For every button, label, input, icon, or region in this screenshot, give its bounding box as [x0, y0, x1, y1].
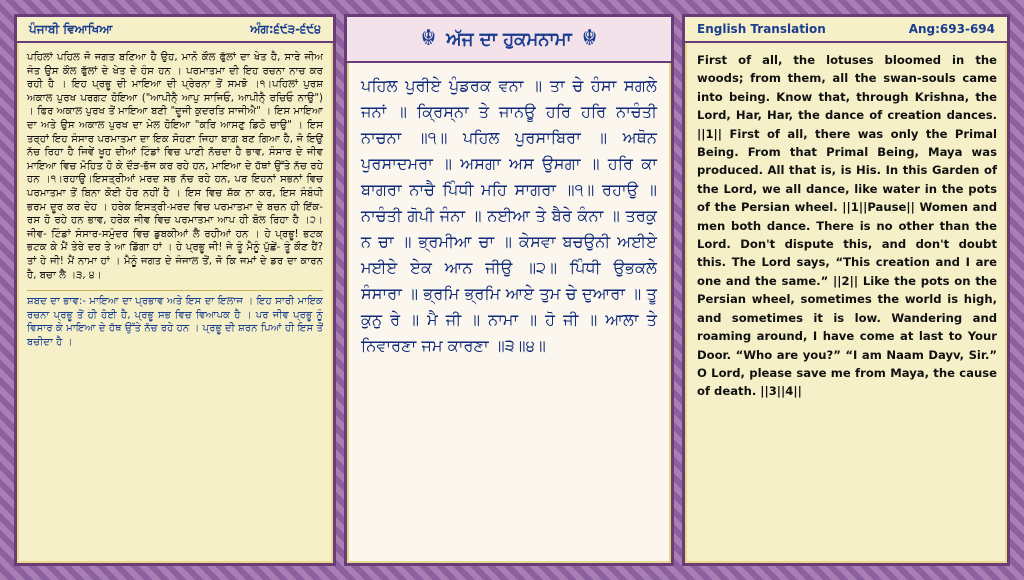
- hukamnama-title: ਅੱਜ ਦਾ ਹੁਕਮਨਾਮਾ: [446, 28, 572, 50]
- khanda-icon: ☬: [581, 26, 598, 51]
- gurbani-text: ਪਹਿਲ ਪੁਰੀਏ ਪੁੰਡਰਕ ਵਨਾ ॥ ਤਾ ਚੇ ਹੰਸਾ ਸਗਲੇ ਜਨਾਂ ॥ ਕ੍ਰਿਸ੍ਨਾ ਤੇ ਜਾਨਊ ਹਰਿ ਹਰਿ ਨਾਚੰਤੀ ਨਾਚਨਾ ॥੧॥ ਪਹਿਲ ਪੁਰਸਾਬਿਰਾ ॥ ਅਥੋਨ ਪੁਰਸਾਦਮਰਾ ॥ ਅਸਗਾ ਅਸ ਉਸਗਾ ॥ ਹਰਿ ਕਾ ਬਾਗਰਾ ਨਾਚੈ ਪਿੰਧੀ ਮਹਿ ਸਾਗਰਾ ॥੧॥ ਰਹਾਉ ॥ ਨਾਚੰਤੀ ਗੋਪੀ ਜੰਨਾ ॥ ਨਈਆ ਤੇ ਬੈਰੇ ਕੰਨਾ ॥ ਤਰਕੁ ਨ ਚਾ ॥ ਭ੍ਰਮੀਆ ਚਾ ॥ ਕੇਸਵਾ ਬਚਉਨੀ ਅਈਏ ਮਈਏ ਏਕ ਆਨ ਜੀਉ ॥੨॥ ਪਿੰਧੀ ਉਭਕਲੇ ਸੰਸਾਰਾ ॥ ਭ੍ਰਮਿ ਭ੍ਰਮਿ ਆਏ ਤੁਮ ਚੇ ਦੁਆਰਾ ॥ ਤੂ ਕੁਨੁ ਰੇ ॥ ਮੈ ਜੀ ॥ ਨਾਮਾ ॥ ਹੋ ਜੀ ॥ ਆਲਾ ਤੇ ਨਿਵਾਰਣਾ ਜਮ ਕਾਰਣਾ ॥੩॥੪॥: [361, 76, 657, 355]
- translation-text: First of all, the lotuses bloomed in the woods; from them, all the swan-souls came into being. Know that, through Krishna, the Lord, Har, Har, the dance of creation dances. ||1|| First of all, there was only the Primal Being. From that Primal Being, Maya was produced. All that is, is His. In this Garden of the Lord, we all dance, like water in the pots of the Persian wheel. ||1||Pause|| Women and men both dance. There is no other than the Lord. Don't dispute this, and don't doubt this. The Lord says, “This creation and I are one and the same.” ||2|| Like the pots on the Persian wheel, sometimes the world is high, and sometimes it is low. Wandering and roaming around, I have come at last to Your Door. “Who are you?” “I am Naam Dayv, Sir.” O Lord, please save me from Maya, the cause of death. ||3||4||: [697, 53, 997, 399]
- shabad-meaning: ਸ਼ਬਦ ਦਾ ਭਾਵ:- ਮਾਇਆ ਦਾ ਪ੍ਰਭਾਵ ਅਤੇ ਇਸ ਦਾ ਇਲਾਜ । ਇਹ ਸਾਰੀ ਮਾਇਕ ਰਚਨਾ ਪ੍ਰਭੂ ਤੋਂ ਹੀ ਹੋਈ ਹੈ, ਪ੍ਰਭੂ ਸਭ ਵਿਚ ਵਿਆਪਕ ਹੈ । ਪਰ ਜੀਵ ਪ੍ਰਭੂ ਨੂੰ ਵਿਸਾਰ ਕੇ ਮਾਇਆ ਦੇ ਹੱਥ ਉੱਤੇ ਨੱਚ ਰਹੇ ਹਨ । ਪ੍ਰਭੂ ਦੀ ਸ਼ਰਨ ਪਿਆਂ ਹੀ ਇਸ ਤੋਂ ਬਚੀਦਾ ਹੈ ।: [27, 290, 323, 349]
- english-translation-panel: [682, 14, 1010, 566]
- khanda-icon: ☬: [420, 26, 437, 51]
- hukamnama-header: [347, 17, 671, 63]
- hukamnama-panel: [344, 14, 674, 566]
- page-reference: ਅੰਗ:੬੯੩-੬੯੪: [250, 21, 321, 36]
- panel-header: [685, 17, 1007, 43]
- panel-header: [17, 17, 333, 43]
- explanation-text: ਪਹਿਲਾਂ ਪਹਿਲ ਜੋ ਜਗਤ ਬਣਿਆ ਹੈ ਉਹ, ਮਾਨੋ ਕੌਲ ਫੁੱਲਾਂ ਦਾ ਖੇਤ ਹੈ, ਸਾਰੇ ਜੀਅ ਜੰਤ ਉਸ ਕੌਲ ਫੁੱਲਾਂ ਦੇ ਖੇਤ ਦੇ ਹੰਸ ਹਨ । ਪਰਮਾਤਮਾ ਦੀ ਇਹ ਰਚਨਾ ਨਾਚ ਕਰ ਰਹੀ ਹੈ । ਇਹ ਪ੍ਰਭੂ ਦੀ ਮਾਇਆ ਦੀ ਪ੍ਰੇਰਨਾ ਤੋਂ ਸਮਝੋ ।੧।ਪਹਿਲਾਂ ਪੁਰਸ਼ ਅਕਾਲ ਪੁਰਖ ਪਰਗਟ ਹੋਇਆ ("ਆਪੀਨੈ੍ ਆਪੁ ਸਾਜਿਓ, ਆਪੀਨੈ੍ ਰਚਿਓ ਨਾਉ") । ਫਿਰ ਅਕਾਲ ਪੁਰਖ ਤੋਂ ਮਾਇਆ ਬਣੀ "ਦੂਜੀ ਕੁਦਰਤਿ ਸਾਜੀਐ" । ਇਸ ਮਾਇਆ ਦਾ ਅਤੇ ਉਸ ਅਕਾਲ ਪੁਰਖ ਦਾ ਮੇਲ ਹੋਇਆ "ਕਰਿ ਆਸਣੁ ਡਿਠੋ ਚਾਉ" । ਇਸ ਤਰ੍ਹਾਂ ਇਹ ਸੰਸਾਰ ਪਰਮਾਤਮਾ ਦਾ ਇਕ ਸੋਹਣਾ ਜਿਹਾ ਬਾਗ਼ ਬਣ ਗਿਆ ਹੈ, ਜੋ ਇਉਂ ਨੱਚ ਰਿਹਾ ਹੈ ਜਿਵੇਂ ਖੂਹ ਦੀਆਂ ਟਿੰਡਾਂ ਵਿਚ ਪਾਣੀ ਨੱਚਦਾ ਹੈ ਭਾਵ, ਸੰਸਾਰ ਦੇ ਜੀਵ ਮਾਇਆ ਵਿਚ ਮੋਹਿਤ ਹੋ ਕੇ ਦੌੜ-ਭੱਜ ਕਰ ਰਹੇ ਹਨ, ਮਾਇਆ ਦੇ ਹੱਥਾਂ ਉੱਤੇ ਨੱਚ ਰਹੇ ਹਨ ।੧।ਰਹਾਉ।ਇਸਤ੍ਰੀਆਂ ਮਰਦ ਸਭ ਨੱਚ ਰਹੇ ਹਨ, ਪਰ ਇਹਨਾਂ ਸਭਨਾਂ ਵਿਚ ਪਰਮਾਤਮਾ ਤੋਂ ਬਿਨਾ ਕੋਈ ਹੋਰ ਨਹੀਂ ਹੈ । ਇਸ ਵਿਚ ਸ਼ੱਕ ਨਾ ਕਰ, ਇਸ ਸੰਬੰਧੀ ਭਰਮ ਦੂਰ ਕਰ ਦੇਹ । ਹਰੇਕ ਇਸਤ੍ਰੀ-ਮਰਦ ਵਿਚ ਪਰਮਾਤਮਾ ਦੇ ਬਚਨ ਹੀ ਇੱਕ-ਰਸ ਹੋ ਰਹੇ ਹਨ ਭਾਵ, ਹਰੇਕ ਜੀਵ ਵਿਚ ਪਰਮਾਤਮਾ ਆਪ ਹੀ ਬੋਲ ਰਿਹਾ ਹੈ ।੨।ਜੀਵ- ਟਿੰਡਾਂ ਸੰਸਾਰ-ਸਮੁੰਦਰ ਵਿਚ ਡੁਬਕੀਆਂ ਲੈ ਰਹੀਆਂ ਹਨ । ਹੇ ਪ੍ਰਭੂ! ਭਟਕ ਭਟਕ ਕੇ ਮੈਂ ਤੇਰੇ ਦਰ ਤੇ ਆ ਡਿੱਗਾ ਹਾਂ । ਹੇ ਪ੍ਰਭੂ ਜੀ! ਜੇ ਤੂੰ ਮੈਨੂੰ ਪੁੱਛੇਂ- ਤੂੰ ਕੌਣ ਹੈਂ? ਤਾਂ ਹੇ ਜੀ! ਮੈਂ ਨਾਮਾ ਹਾਂ । ਮੈਨੂੰ ਜਗਤ ਦੇ ਜੰਜਾਲ ਤੋਂ, ਜੋ ਕਿ ਜਮਾਂ ਦੇ ਡਰ ਦਾ ਕਾਰਨ ਹੈ, ਬਚਾ ਲੈ ।੩, ੪।: [27, 52, 323, 281]
- page-reference: Ang:693-694: [908, 22, 995, 36]
- panel-title: ਪੰਜਾਬੀ ਵਿਆਖਿਆ: [29, 21, 113, 36]
- panel-title: English Translation: [697, 22, 826, 36]
- punjabi-explanation-panel: [14, 14, 336, 566]
